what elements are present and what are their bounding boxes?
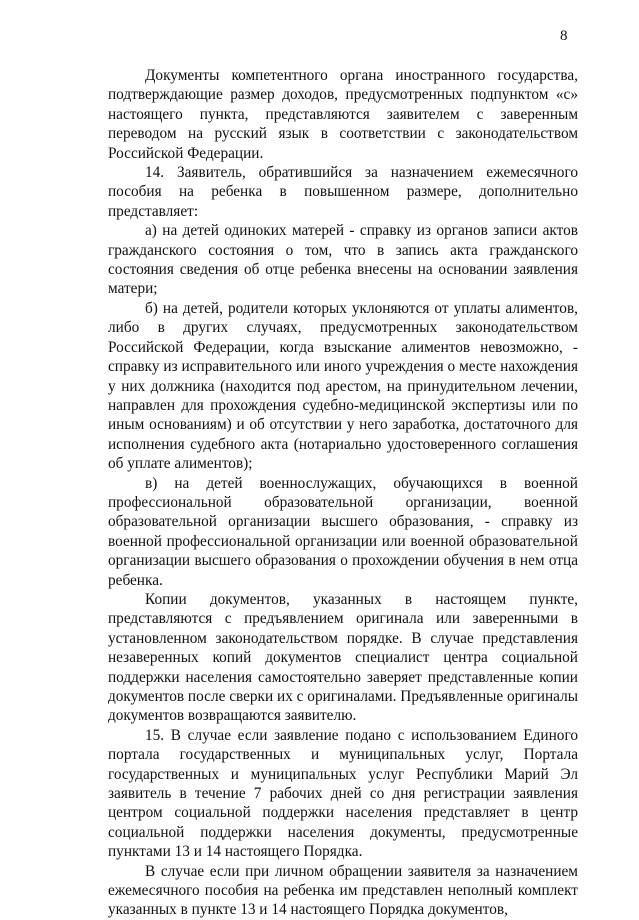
paragraph-item-14: 14. Заявитель, обратившийся за назначением ежемесячного пособия на ребенка в повышенном размере, дополнительно представляет: <box>108 164 578 220</box>
paragraph-foreign-documents: Документы компетентного органа иностранного государства, подтверждающие размер доходов, предусмотренных подпунктом «с» настоящего пункта, представляются заявителем с заверенным переводом на русский язык в соответствии с законодательством Российской Федерации. <box>108 67 578 162</box>
paragraph-incomplete-set: В случае если при личном обращении заявителя за назначением ежемесячного пособия на ребенка им представлен неполный комплект указанных в пункте 13 и 14 настоящего Порядка документов, <box>108 862 578 919</box>
paragraph-item-14a: а) на детей одиноких матерей - справку из органов записи актов гражданского состояния о том, что в запись акта гражданского состояния сведения об отце ребенка внесены на основании заявления матери; <box>108 222 578 298</box>
paragraph-item-15: 15. В случае если заявление подано с использованием Единого портала государственных и муниципальных услуг, Портала государственных и муниципальных услуг Республики Марий Эл заявитель в течение 7 рабочих дней со дня регистрации заявления центром социальной поддержки населения представляет в центр социальной поддержки населения документы, предусмотренные пунктами 13 и 14 настоящего Порядка. <box>108 726 578 861</box>
page-number: 8 <box>560 28 568 44</box>
document-body <box>108 66 578 920</box>
paragraph-copies: Копии документов, указанных в настоящем пункте, представляются с предъявлением оригинала или заверенными в установленном законодательством порядке. В случае представления незаверенных копий документов специалист центра социальной поддержки населения самостоятельно заверяет представленные копии документов после сверки их с оригиналами. Предъявленные оригиналы документов возвращаются заявителю. <box>108 590 578 725</box>
paragraph-item-14b: б) на детей, родители которых уклоняются от уплаты алиментов, либо в других случаях, предусмотренных законодательством Российской Федерации, когда взыскание алиментов невозможно, - справку из исправительного или иного учреждения о месте нахождения у них должника (находится под арестом, на принудительном лечении, направлен для прохождения судебно-медицинской экспертизы или по иным основаниям) и об отсутствии у него заработка, достаточного для исполнения судебного акта (нотариально удостоверенного соглашения об уплате алиментов); <box>108 299 578 473</box>
paragraph-item-14v: в) на детей военнослужащих, обучающихся в военной профессиональной образовательной организации, военной образовательной организации высшего образования, - справку из военной профессиональной организации или военной образовательной организации высшего образования о прохождении обучения в нем отца ребенка. <box>108 474 578 589</box>
